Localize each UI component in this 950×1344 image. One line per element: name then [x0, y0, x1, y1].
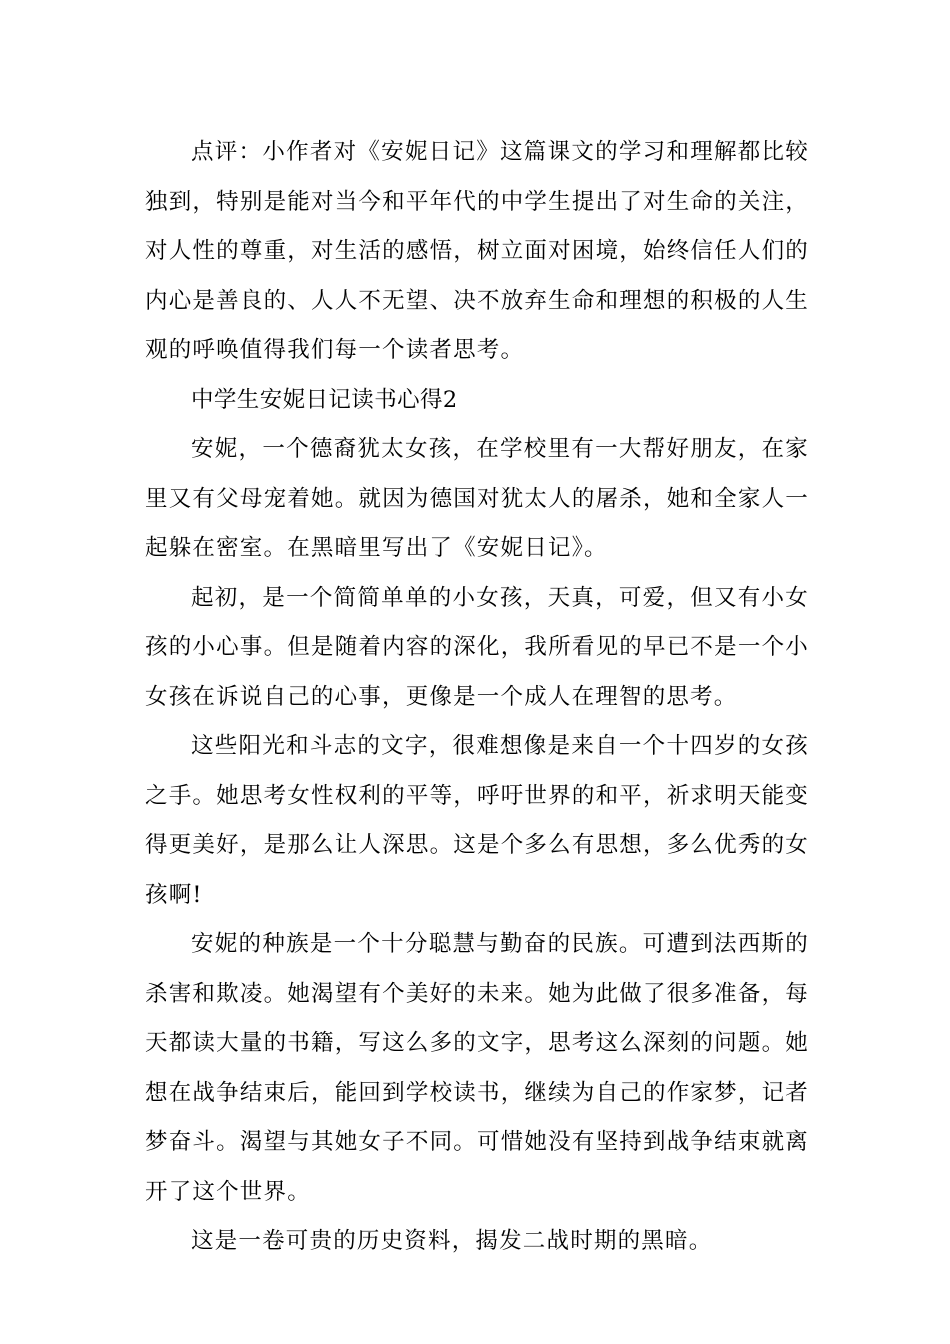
body-paragraph-1: 安妮，一个德裔犹太女孩，在学校里有一大帮好朋友，在家里又有父母宠着她。就因为德国对犹太人的屠杀，她和全家人一起躲在密室。在黑暗里写出了《安妮日记》。: [145, 436, 809, 561]
comment-paragraph: 点评：小作者对《安妮日记》这篇课文的学习和理解都比较独到，特别是能对当今和平年代的中学生提出了对生命的关注，对人性的尊重，对生活的感悟，树立面对困境，始终信任人们的内心是善良的、人人不无望、决不放弃生命和理想的积极的人生观的呼唤值得我们每一个读者思考。: [145, 139, 809, 363]
body-paragraph-2: 起初，是一个简简单单的小女孩，天真，可爱，但又有小女孩的小心事。但是随着内容的深化，我所看见的早已不是一个小女孩在诉说自己的心事，更像是一个成人在理智的思考。: [145, 584, 809, 710]
section-heading: 中学生安妮日记读书心得2: [191, 386, 458, 413]
body-paragraph-5: 这是一卷可贵的历史资料，揭发二战时期的黑暗。: [191, 1228, 713, 1254]
document-body: [145, 128, 809, 1267]
body-paragraph-4: 安妮的种族是一个十分聪慧与勤奋的民族。可遭到法西斯的杀害和欺凌。她渴望有个美好的未来。她为此做了很多准备，每天都读大量的书籍，写这么多的文字，思考这么深刻的问题。她想在战争结束后，能回到学校读书，继续为自己的作家梦，记者梦奋斗。渴望与其她女子不同。可惜她没有坚持到战争结束就离开了这个世界。: [145, 931, 809, 1205]
body-paragraph-3: 这些阳光和斗志的文字，很难想像是来自一个十四岁的女孩之手。她思考女性权利的平等，呼吁世界的和平，祈求明天能变得更美好，是那么让人深思。这是个多么有思想，多么优秀的女孩啊!: [145, 733, 809, 908]
